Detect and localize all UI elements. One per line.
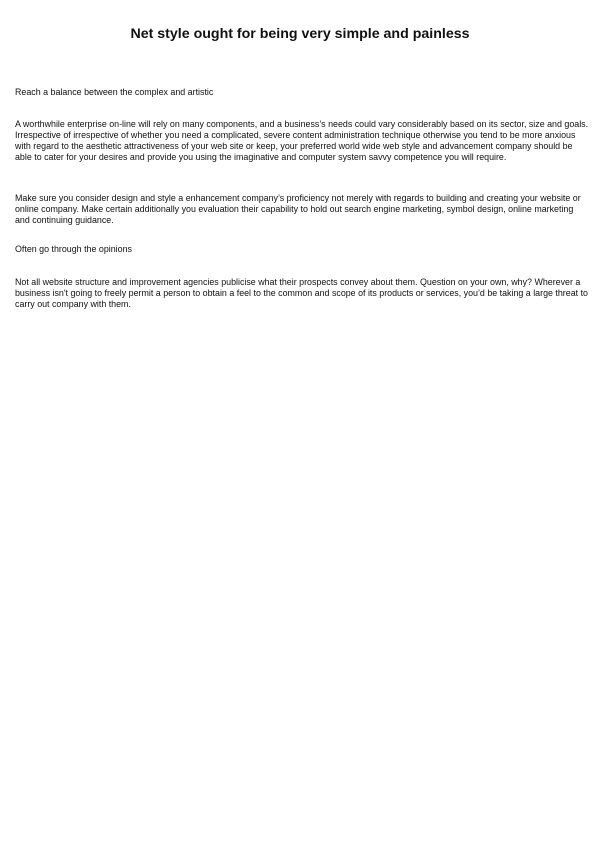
- section-heading-balance: Reach a balance between the complex and artistic: [15, 87, 214, 97]
- document-title: Net style ought for being very simple and painless: [130, 26, 470, 42]
- paragraph-agency-opinions: Not all website structure and improvement agencies publicise what their prospects convey about them. Question on your own, why? Wherever a business isn't going to freely permit a person to obtain a feel to the common and scope of its products or services, you’d be taking a large threat to carry out company with them.: [15, 277, 588, 310]
- section-heading-opinions: Often go through the opinions: [15, 244, 132, 254]
- paragraph-enterprise-components: A worthwhile enterprise on-line will rely on many components, and a business’s needs could vary considerably based on its sector, size and goals. Irrespective of irrespective of whether you need a complicated, severe content administration technique otherwise you tend to be more anxious with regard to the aesthetic attractiveness of your web site or keep, your preferred world wide web style and advancement company should be able to cater for your desires and provide you using the imaginative and computer system savvy competence you will require.: [15, 119, 589, 163]
- paragraph-company-proficiency: Make sure you consider design and style a enhancement company’s proficiency not merely with regards to building and creating your website or online company. Make certain additionally you evaluation their capability to hold out search engine marketing, symbol design, online marketing and continuing guidance.: [15, 193, 581, 226]
